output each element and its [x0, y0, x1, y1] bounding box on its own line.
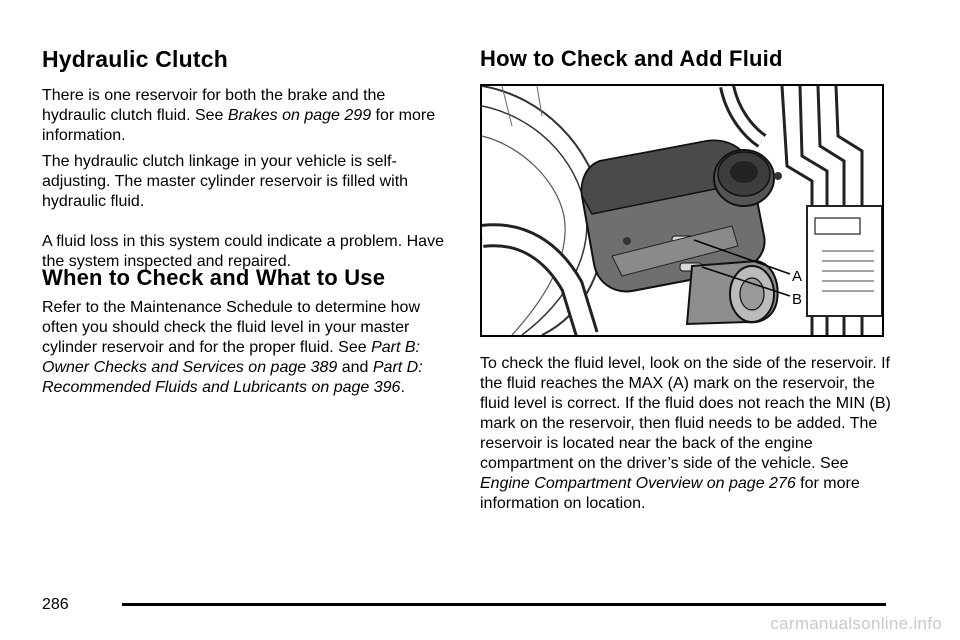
- text: for more information.: [42, 107, 436, 144]
- text: There is one reservoir for both the brake and the hydraulic clutch fluid. See: [42, 87, 386, 124]
- page-number: 286: [42, 596, 69, 613]
- recommended-fluids-link[interactable]: Part D: Recommended Fluids and Lubricants on page 396: [42, 359, 423, 396]
- text: for more information on location.: [480, 475, 860, 512]
- callout-b: B: [792, 291, 803, 308]
- fluid-check-paragraph: [480, 354, 900, 514]
- brakes-link[interactable]: Brakes on page 299: [227, 107, 372, 124]
- engine-compartment-link[interactable]: Engine Compartment Overview on page 276: [480, 475, 796, 492]
- how-to-check-heading: How to Check and Add Fluid: [480, 46, 783, 71]
- clutch-reservoir-paragraph: [42, 86, 452, 146]
- text: To check the fluid level, look on the side of the reservoir. If the fluid reaches the MAX (A) mark on the reservoir, the fluid level is correct. If the fluid does not reach the MIN (B) mark on the reservoir, then fluid needs to be added. The reservoir is located near the back of the engine compartment on the driver’s side of the vehicle. See: [480, 355, 891, 472]
- owner-checks-link[interactable]: Part B: Owner Checks and Services on page 389: [42, 339, 420, 376]
- callout-a: A: [792, 268, 803, 285]
- section-title: Hydraulic Clutch: [42, 46, 228, 72]
- fluid-loss-paragraph: A fluid loss in this system could indicate a problem. Have the system inspected and repaired.: [42, 233, 444, 270]
- reservoir-drawing: [482, 86, 882, 335]
- footer-rule: [122, 603, 886, 606]
- text: and: [337, 359, 373, 376]
- linkage-paragraph: The hydraulic clutch linkage in your vehicle is self-adjusting. The master cylinder reservoir is filled with hydraulic fluid.: [42, 153, 409, 210]
- maintenance-paragraph: [42, 298, 452, 398]
- reservoir-illustration: [480, 84, 884, 337]
- text: Refer to the Maintenance Schedule to determine how often you should check the fluid level in your master cylinder reservoir and for the proper fluid. See: [42, 299, 421, 356]
- when-to-check-heading: When to Check and What to Use: [42, 265, 386, 290]
- watermark: carmanualsonline.info: [770, 614, 942, 633]
- text: .: [400, 379, 405, 396]
